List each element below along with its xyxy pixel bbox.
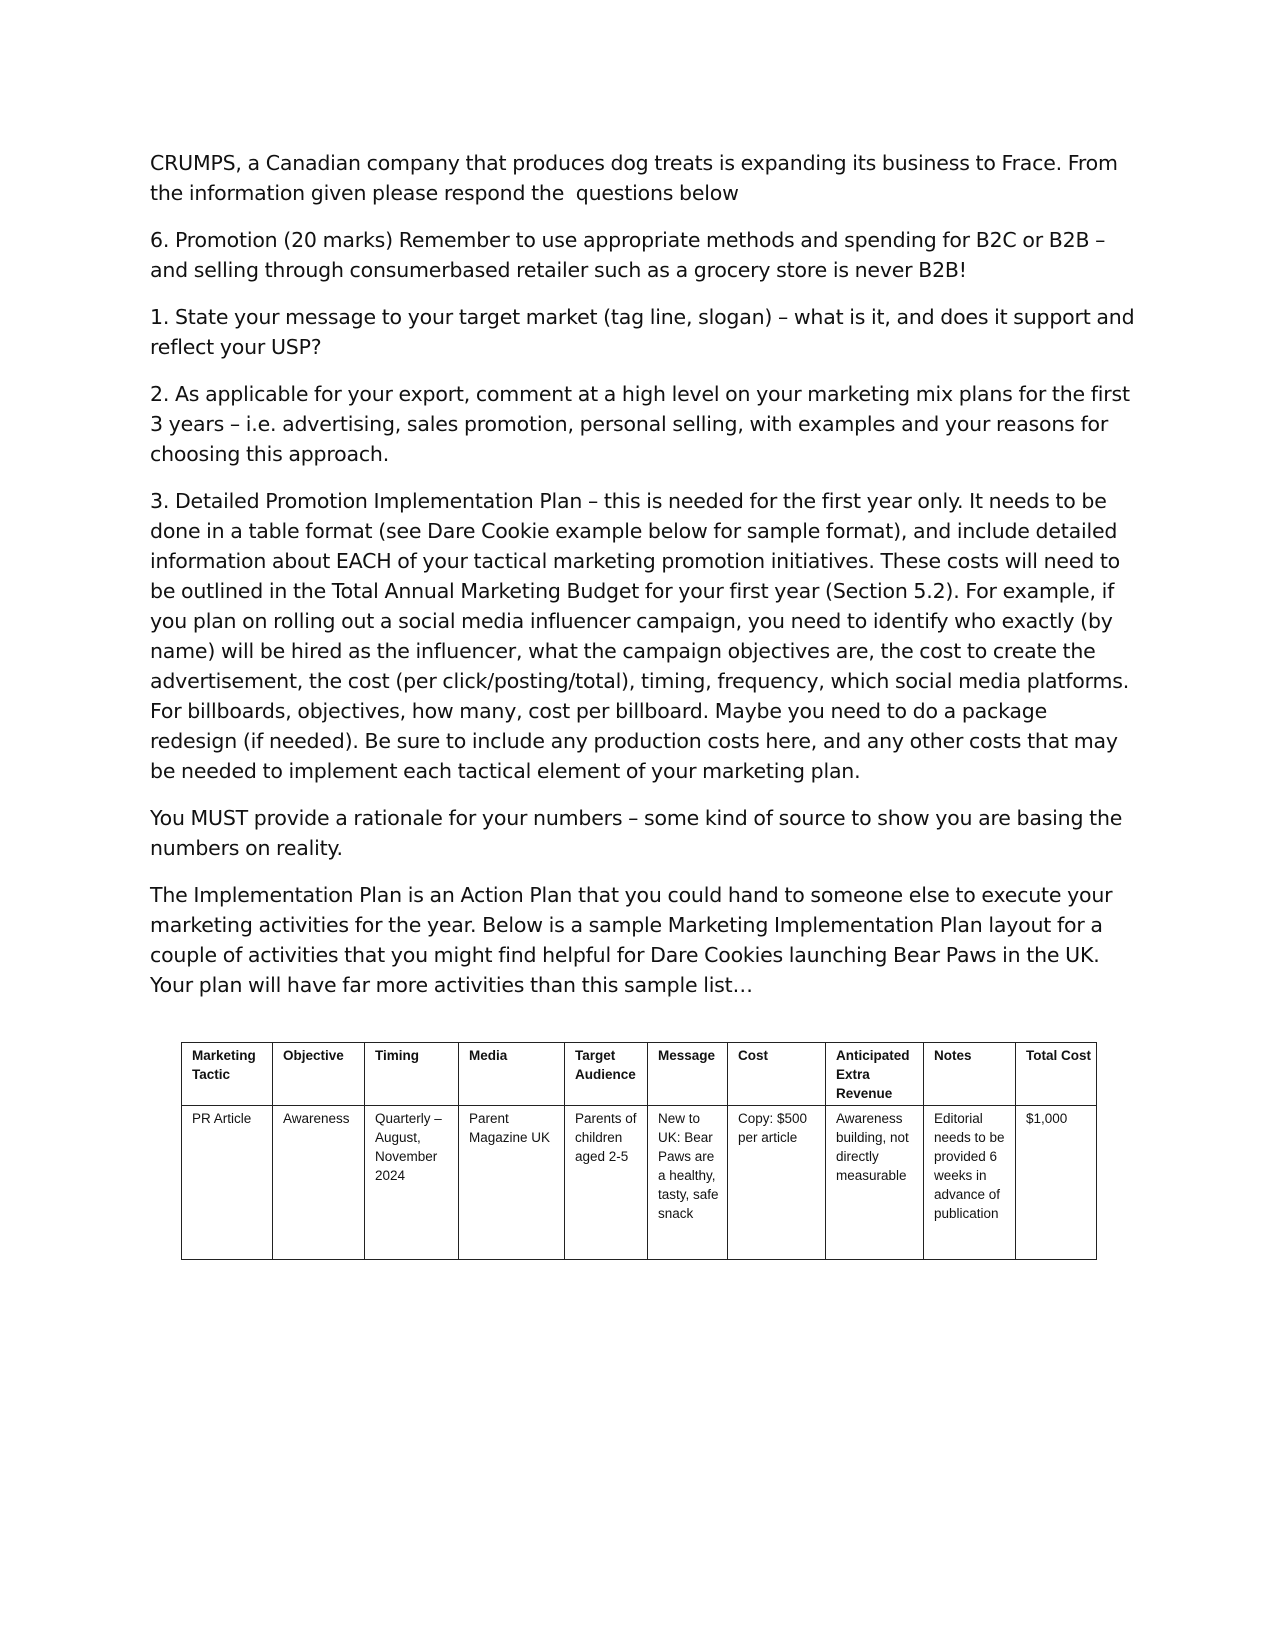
cell-timing: Quarterly – August, November 2024 [365, 1106, 459, 1260]
cell-target-audience: Parents of children aged 2-5 [565, 1106, 648, 1260]
document-body [150, 148, 1141, 1017]
cell-cost: Copy: $500 per article [728, 1106, 826, 1260]
implementation-plan-paragraph: The Implementation Plan is an Action Plan that you could hand to someone else to execute your marketing activities for the year. Below is a sample Marketing Implementation Plan layout for a couple of activities that you might find helpful for Dare Cookies launching Bear Paws in the UK. Your plan will have far more activities than this sample list… [150, 883, 1119, 997]
question-3-paragraph: 3. Detailed Promotion Implementation Plan – this is needed for the first year only. It needs to be done in a table format (see Dare Cookie example below for sample format), and include detailed information about EACH of your tactical marketing promotion initiatives. These costs will need to be outlined in the Total Annual Marketing Budget for your first year (Section 5.2). For example, if you plan on rolling out a social media influencer campaign, you need to identify who exactly (by name) will be hired as the influencer, what the campaign objectives are, the cost to create the advertisement, the cost (per click/posting/total), timing, frequency, which social media platforms. For billboards, objectives, how many, cost per billboard. Maybe you need to do a package redesign (if needed). Be sure to include any production costs here, and any other costs that may be needed to implement each tactical element of your marketing plan. [150, 489, 1135, 783]
question-1-paragraph: 1. State your message to your target market (tag line, slogan) – what is it, and does it support and reflect your USP? [150, 305, 1141, 359]
rationale-paragraph: You MUST provide a rationale for your numbers – some kind of source to show you are basing the numbers on reality. [150, 806, 1128, 860]
promotion-heading-paragraph: 6. Promotion (20 marks) Remember to use appropriate methods and spending for B2C or B2B – and selling through consumerbased retailer such as a grocery store is never B2B! [150, 228, 1112, 282]
header-objective: Objective [273, 1043, 365, 1106]
header-notes: Notes [924, 1043, 1016, 1106]
cell-anticipated-extra-revenue: Awareness building, not directly measurable [826, 1106, 924, 1260]
question-2-paragraph: 2. As applicable for your export, comment at a high level on your marketing mix plans for the first 3 years – i.e. advertising, sales promotion, personal selling, with examples and your reasons for choosing this approach. [150, 382, 1136, 466]
cell-objective: Awareness [273, 1106, 365, 1260]
header-media: Media [459, 1043, 565, 1106]
header-timing: Timing [365, 1043, 459, 1106]
table-row [182, 1106, 1097, 1260]
cell-notes: Editorial needs to be provided 6 weeks in advance of publication [924, 1106, 1016, 1260]
header-message: Message [648, 1043, 728, 1106]
implementation-plan-table [181, 1042, 1097, 1260]
cell-total-cost: $1,000 [1016, 1106, 1097, 1260]
header-cost: Cost [728, 1043, 826, 1106]
header-anticipated-extra-revenue: Anticipated Extra Revenue [826, 1043, 924, 1106]
sample-plan-table-container [181, 1042, 1096, 1260]
intro-paragraph: CRUMPS, a Canadian company that produces dog treats is expanding its business to Frace. From the information given please respond the questions below [150, 151, 1124, 205]
cell-message: New to UK: Bear Paws are a healthy, tasty, safe snack [648, 1106, 728, 1260]
header-target-audience: Target Audience [565, 1043, 648, 1106]
header-marketing-tactic: Marketing Tactic [182, 1043, 273, 1106]
cell-marketing-tactic: PR Article [182, 1106, 273, 1260]
table-header-row [182, 1043, 1097, 1106]
cell-media: Parent Magazine UK [459, 1106, 565, 1260]
header-total-cost: Total Cost [1016, 1043, 1097, 1106]
